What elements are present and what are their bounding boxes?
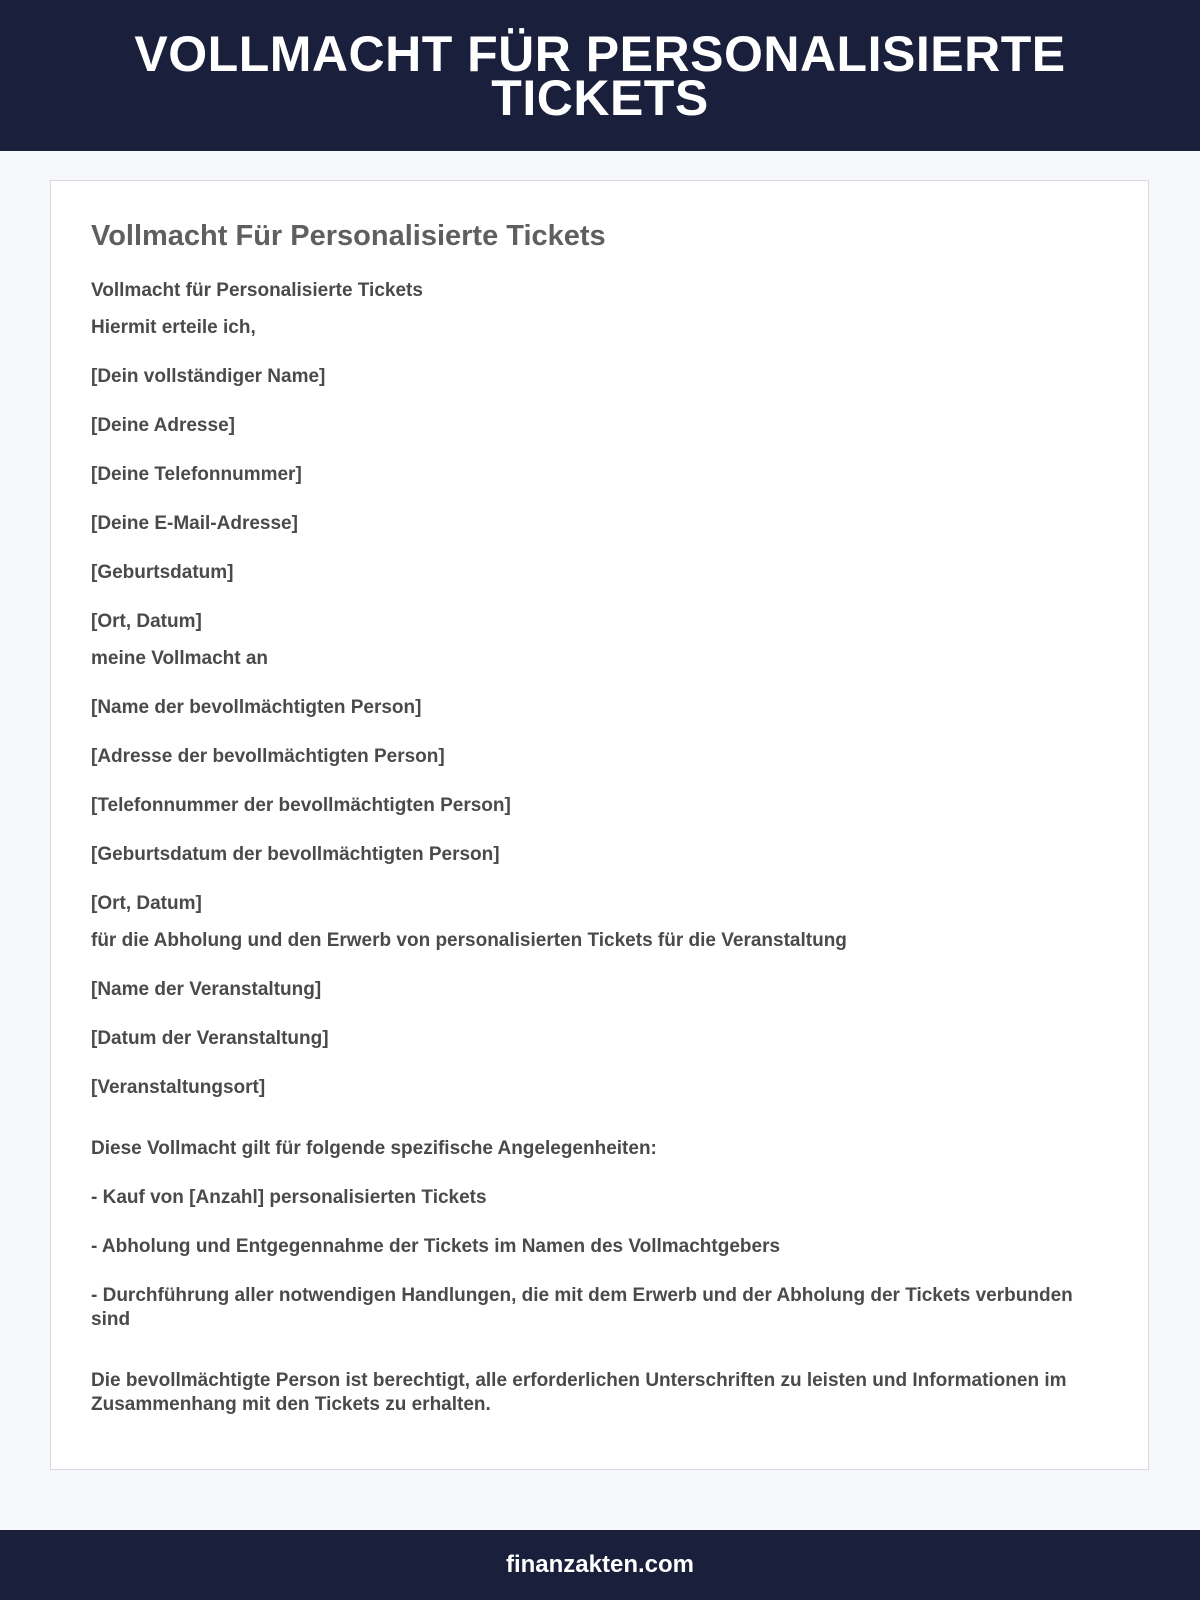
page-title: VOLLMACHT FÜR PERSONALISIERTE TICKETS	[134, 25, 1066, 126]
grantor-name-field: [Dein vollständiger Name]	[91, 366, 326, 387]
agent-phone-field: [Telefonnummer der bevollmächtigten Person]	[91, 795, 511, 816]
agent-name-field: [Name der bevollmächtigten Person]	[91, 697, 422, 718]
grantor-email-field: [Deine E-Mail-Adresse]	[91, 513, 298, 534]
document-subheading: Vollmacht für Personalisierte Tickets	[91, 280, 423, 301]
event-name-field: [Name der Veranstaltung]	[91, 979, 322, 1000]
page-footer	[0, 1530, 1200, 1600]
scope-item: - Kauf von [Anzahl] personalisierten Tickets	[91, 1187, 487, 1208]
grantor-phone-field: [Deine Telefonnummer]	[91, 464, 302, 485]
agent-address-field: [Adresse der bevollmächtigten Person]	[91, 746, 445, 767]
grantor-birthdate-field: [Geburtsdatum]	[91, 562, 234, 583]
closing-paragraph: Die bevollmächtigte Person ist berechtigt, alle erforderlichen Unterschriften zu leisten und Informationen im Zusammenhang mit den Tickets zu erhalten.	[91, 1370, 1067, 1415]
event-venue-field: [Veranstaltungsort]	[91, 1077, 266, 1098]
agent-place-date-field: [Ort, Datum]	[91, 893, 202, 914]
scope-item: - Durchführung aller notwendigen Handlungen, die mit dem Erwerb und der Abholung der Tickets verbunden sind	[91, 1285, 1073, 1330]
scope-intro: Diese Vollmacht gilt für folgende spezifische Angelegenheiten:	[91, 1138, 657, 1159]
document-heading: Vollmacht Für Personalisierte Tickets	[91, 220, 606, 252]
event-date-field: [Datum der Veranstaltung]	[91, 1028, 329, 1049]
scope-item: - Abholung und Entgegennahme der Tickets im Namen des Vollmachtgebers	[91, 1236, 781, 1257]
intro-text: Hiermit erteile ich,	[91, 317, 256, 338]
grantor-place-date-field: [Ort, Datum]	[91, 611, 202, 632]
agent-birthdate-field: [Geburtsdatum der bevollmächtigten Person]	[91, 844, 500, 865]
page-header	[0, 0, 1200, 151]
document-card	[50, 180, 1149, 1470]
grant-to-text: meine Vollmacht an	[91, 648, 269, 669]
grantor-address-field: [Deine Adresse]	[91, 415, 235, 436]
purpose-text: für die Abholung und den Erwerb von personalisierten Tickets für die Veranstaltung	[91, 930, 847, 951]
footer-site-name: finanzakten.com	[505, 1551, 695, 1578]
